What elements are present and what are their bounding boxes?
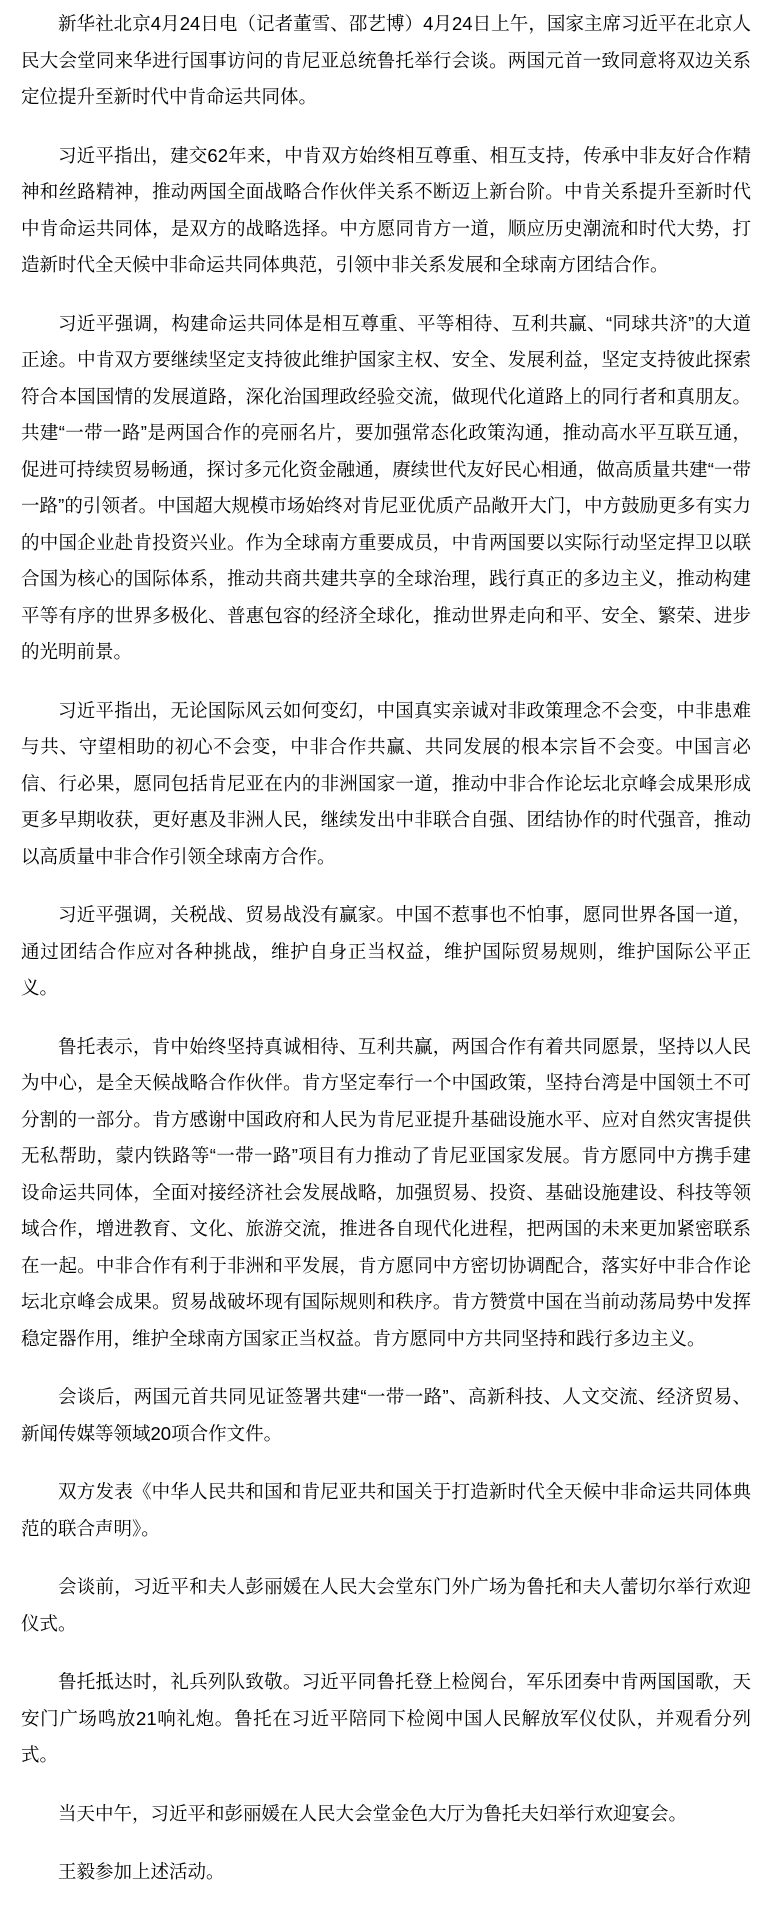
article-paragraph: 当天中午，习近平和彭丽媛在人民大会堂金色大厅为鲁托夫妇举行欢迎宴会。	[58, 1802, 688, 1824]
article-paragraph: 鲁托抵达时，礼兵列队致敬。习近平同鲁托登上检阅台，军乐团奏中肯两国国歌，天安门广场鸣放21响礼炮。鲁托在习近平陪同下检阅中国人民解放军仪仗队，并观看分列式。	[21, 1671, 751, 1765]
article-paragraph: 习近平指出，建交62年来，中肯双方始终相互尊重、相互支持，传承中非友好合作精神和丝路精神，推动两国全面战略合作伙伴关系不断迈上新台阶。中肯关系提升至新时代中肯命运共同体，是双方的战略选择。中方愿同肯方一道，顺应历史潮流和时代大势，打造新时代全天候中非命运共同体典范，引领中非关系发展和全球南方团结合作。	[21, 144, 751, 275]
article-paragraph: 习近平指出，无论国际风云如何变幻，中国真实亲诚对非政策理念不会变，中非患难与共、守望相助的初心不会变，中非合作共赢、共同发展的根本宗旨不会变。中国言必信、行必果，愿同包括肯尼亚在内的非洲国家一道，推动中非合作论坛北京峰会成果形成更多早期收获，更好惠及非洲人民，继续发出中非联合自强、团结协作的时代强音，推动以高质量中非合作引领全球南方合作。	[21, 699, 751, 867]
article-paragraph: 习近平强调，关税战、贸易战没有赢家。中国不惹事也不怕事，愿同世界各国一道，通过团结合作应对各种挑战，维护自身正当权益，维护国际贸易规则，维护国际公平正义。	[21, 904, 751, 998]
article-paragraph: 双方发表《中华人民共和国和肯尼亚共和国关于打造新时代全天候中非命运共同体典范的联合声明》。	[21, 1481, 751, 1539]
article-paragraph: 会谈后，两国元首共同见证签署共建“一带一路”、高新科技、人文交流、经济贸易、新闻传媒等领域20项合作文件。	[21, 1386, 751, 1444]
article-paragraph: 鲁托表示，肯中始终坚持真诚相待、互利共赢，两国合作有着共同愿景，坚持以人民为中心，是全天候战略合作伙伴。肯方坚定奉行一个中国政策，坚持台湾是中国领土不可分割的一部分。肯方感谢中国政府和人民为肯尼亚提升基础设施水平、应对自然灾害提供无私帮助，蒙内铁路等“一带一路”项目有力推动了肯尼亚国家发展。肯方愿同中方携手建设命运共同体，全面对接经济社会发展战略，加强贸易、投资、基础设施建设、科技等领域合作，增进教育、文化、旅游交流，推进各自现代化进程，把两国的未来更加紧密联系在一起。中非合作有利于非洲和平发展，肯方愿同中方密切协调配合，落实好中非合作论坛北京峰会成果。贸易战破坏现有国际规则和秩序。肯方赞赏中国在当前动荡局势中发挥稳定器作用，维护全球南方国家正当权益。肯方愿同中方共同坚持和践行多边主义。	[21, 1035, 751, 1349]
article-paragraph-closing: 王毅参加上述活动。	[58, 1861, 225, 1882]
article-paragraph: 会谈前，习近平和夫人彭丽媛在人民大会堂东门外广场为鲁托和夫人蕾切尔举行欢迎仪式。	[21, 1576, 751, 1634]
article-paragraph: 习近平强调，构建命运共同体是相互尊重、平等相待、互利共赢、“同球共济”的大道正途。中肯双方要继续坚定支持彼此维护国家主权、安全、发展利益，坚定支持彼此探索符合本国国情的发展道路，深化治国理政经验交流，做现代化道路上的同行者和真朋友。共建“一带一路”是两国合作的亮丽名片，要加强常态化政策沟通，推动高水平互联互通，促进可持续贸易畅通，探讨多元化资金融通，赓续世代友好民心相通，做高质量共建“一带一路”的引领者。中国超大规模市场始终对肯尼亚优质产品敞开大门，中方鼓励更多有实力的中国企业赴肯投资兴业。作为全球南方重要成员，中肯两国要以实际行动坚定捍卫以联合国为核心的国际体系，推动共商共建共享的全球治理，践行真正的多边主义，推动构建平等有序的世界多极化、普惠包容的经济全球化，推动世界走向和平、安全、繁荣、进步的光明前景。	[21, 312, 751, 662]
article-paragraph-lede: 新华社北京4月24日电（记者董雪、邵艺博）4月24日上午，国家主席习近平在北京人民大会堂同来华进行国事访问的肯尼亚总统鲁托举行会谈。两国元首一致同意将双边关系定位提升至新时代中肯命运共同体。	[21, 13, 751, 107]
